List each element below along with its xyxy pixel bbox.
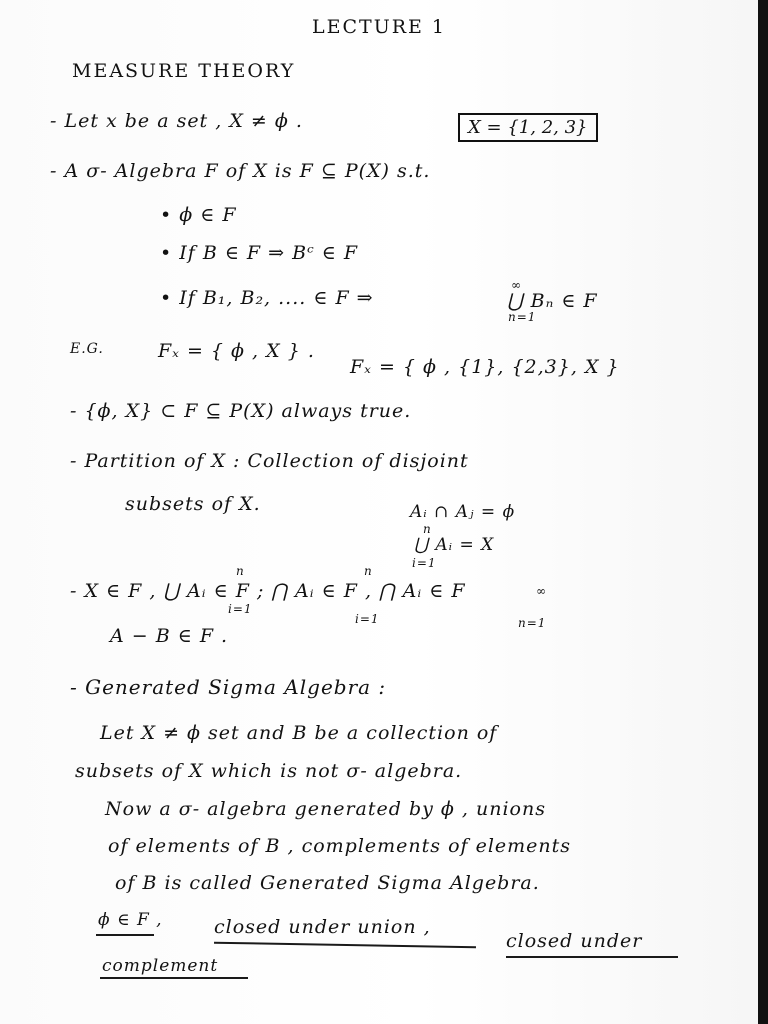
underline-closed-under [506, 956, 678, 958]
example-set-box: X = {1, 2, 3} [458, 113, 598, 142]
note-line-generated-sigma-heading: - Generated Sigma Algebra : [70, 675, 387, 699]
bullet-countable-union: • If B₁, B₂, .... ∈ F ⇒ [160, 287, 374, 309]
example-algebra: Fₓ = { ϕ , {1}, {2,3}, X } [350, 356, 620, 378]
closure-intersection-upper: n [364, 564, 373, 578]
partition-union-lower: i=1 [412, 556, 437, 570]
countable-intersection-lower: n=1 [518, 616, 547, 630]
bullet-complement: • If B ∈ F ⇒ Bᶜ ∈ F [160, 242, 359, 264]
bullet-empty-set: • ϕ ∈ F [160, 204, 237, 226]
note-line-closed-under: closed under [506, 930, 643, 952]
note-line-closed-union: closed under union , [214, 916, 431, 938]
page-title: LECTURE 1 [312, 16, 447, 38]
underline-empty-set [96, 934, 154, 936]
countable-union-expression: ⋃ Bₙ ∈ F [507, 290, 598, 312]
partition-union-upper: n [423, 522, 432, 536]
section-heading: MEASURE THEORY [72, 60, 296, 82]
note-line-let: Let X ≠ ϕ set and B be a collection of [100, 722, 498, 744]
underline-closed-union [214, 942, 476, 949]
note-line-set-definition: - Let x be a set , X ≠ ϕ . [50, 110, 303, 132]
note-line-generated-by: Now a σ- algebra generated by ϕ , unions [105, 798, 546, 820]
note-line-elements: of elements of B , complements of elements [108, 835, 572, 857]
union-lower-limit: n=1 [508, 310, 537, 324]
underline-complement [100, 977, 248, 979]
closure-union-lower: i=1 [228, 602, 253, 616]
countable-intersection-upper: ∞ [536, 584, 547, 598]
note-line-set-difference: A − B ∈ F . [110, 625, 229, 647]
example-label: E.G. [70, 341, 104, 357]
disjoint-condition: Aᵢ ∩ Aⱼ = ϕ [410, 502, 516, 522]
note-line-always-true: - {ϕ, X} ⊂ F ⊆ P(X) always true. [70, 400, 412, 422]
union-upper-limit: ∞ [511, 278, 522, 292]
note-line-complement: complement [102, 956, 219, 976]
closure-union-upper: n [236, 564, 245, 578]
note-line-closure-properties: - X ∈ F , ⋃ Aᵢ ∈ F ; ⋂ Aᵢ ∈ F , ⋂ Aᵢ ∈ F [70, 580, 466, 602]
note-line-sigma-algebra-definition: - A σ- Algebra F of X is F ⊆ P(X) s.t. [50, 160, 431, 182]
note-line-empty-in-f: ϕ ∈ F , [98, 910, 163, 930]
partition-union: ⋃ Aᵢ = X [414, 535, 495, 555]
binder-edge [758, 0, 768, 1024]
note-line-subsets: subsets of X. [125, 493, 261, 515]
note-line-not-sigma: subsets of X which is not σ- algebra. [75, 760, 463, 782]
note-line-called: of B is called Generated Sigma Algebra. [115, 872, 540, 894]
note-line-partition: - Partition of X : Collection of disjoint [70, 450, 469, 472]
closure-intersection-lower: i=1 [355, 612, 380, 626]
example-trivial-algebra: Fₓ = { ϕ , X } . [158, 340, 315, 362]
